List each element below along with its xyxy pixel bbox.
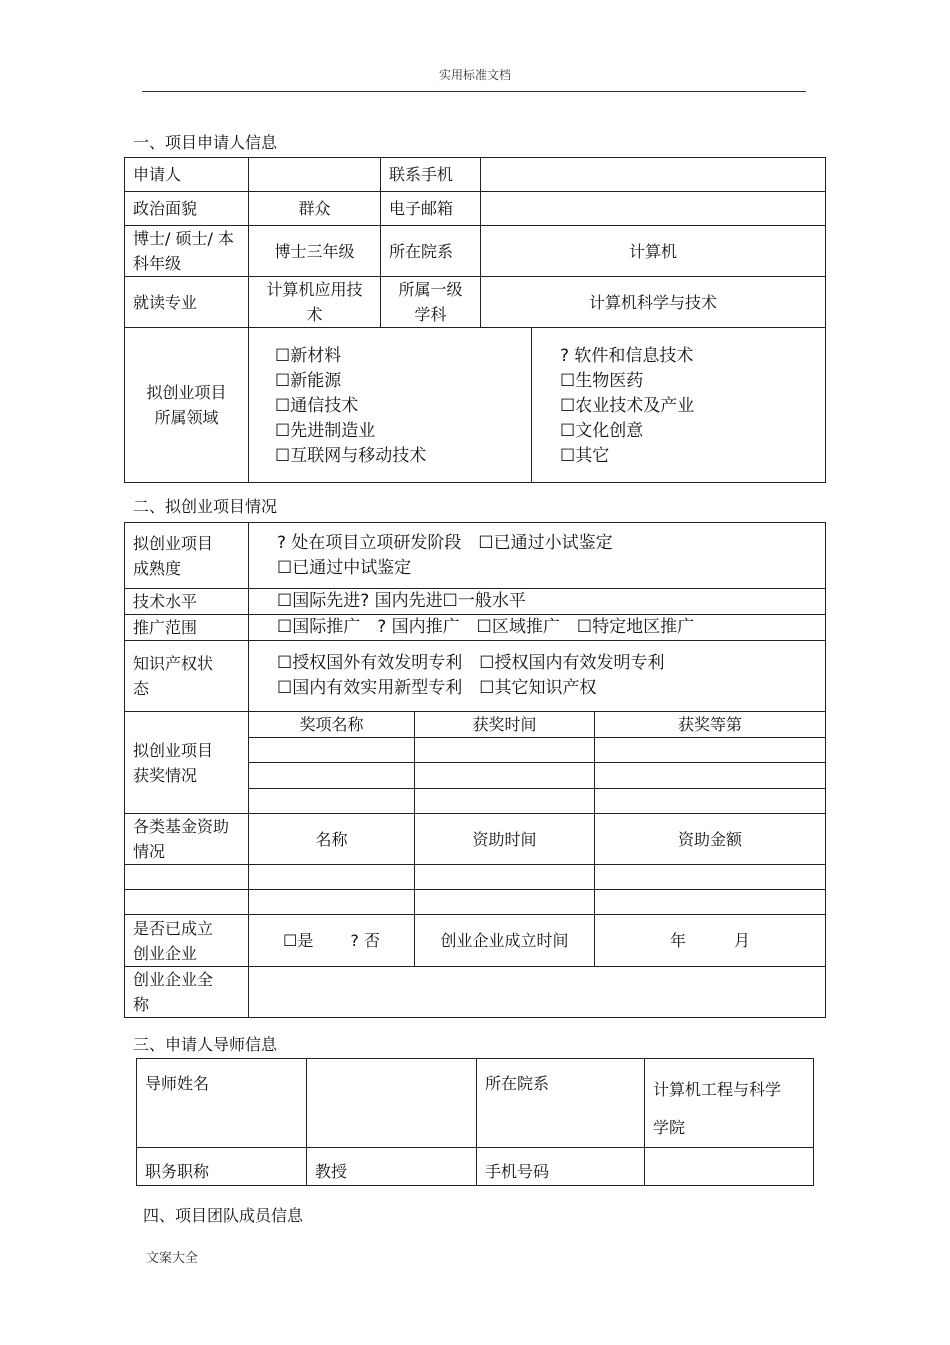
- fund-cell[interactable]: [415, 890, 595, 915]
- company-options[interactable]: ☐是 ? 否: [249, 915, 415, 967]
- fund-header: 资助金额: [595, 814, 826, 865]
- fund-header: 资助时间: [415, 814, 595, 865]
- field-option[interactable]: ☐其它: [560, 446, 610, 466]
- tech-label: 技术水平: [125, 589, 249, 615]
- page-footer: 文案大全: [146, 1251, 199, 1266]
- advisor-title-label: 职务职称: [137, 1148, 307, 1186]
- company-time-label: 创业企业成立时间: [415, 915, 595, 967]
- award-cell[interactable]: [595, 763, 826, 789]
- fields-right: [532, 328, 826, 483]
- field-option[interactable]: ☐新材料: [275, 346, 342, 366]
- politics-value[interactable]: 群众: [249, 192, 381, 226]
- company-label: 是否已成立创业企业: [125, 915, 249, 967]
- advisor-value[interactable]: [307, 1059, 477, 1148]
- fund-cell[interactable]: [249, 865, 415, 890]
- section4-title: 四、项目团队成员信息: [143, 1206, 304, 1225]
- grade-label: 博士/ 硕士/ 本科年级: [125, 226, 249, 277]
- ip-line[interactable]: ☐国内有效实用新型专利 ☐其它知识产权: [277, 678, 597, 698]
- email-value[interactable]: [481, 192, 826, 226]
- award-cell[interactable]: [415, 789, 595, 814]
- award-cell[interactable]: [249, 789, 415, 814]
- advisor-dept-label: 所在院系: [477, 1059, 645, 1148]
- award-cell[interactable]: [595, 738, 826, 763]
- field-label: 拟创业项目所属领域: [125, 328, 249, 483]
- award-header: 奖项名称: [249, 712, 415, 738]
- ip-options: [249, 641, 826, 712]
- tech-options[interactable]: ☐国际先进? 国内先进☐一般水平: [249, 589, 826, 615]
- promo-options[interactable]: ☐国际推广 ? 国内推广 ☐区域推广 ☐特定地区推广: [249, 615, 826, 641]
- applicant-value[interactable]: [249, 158, 381, 192]
- award-cell[interactable]: [249, 763, 415, 789]
- page-header: 实用标准文档: [438, 68, 511, 82]
- grade-value[interactable]: 博士三年级: [249, 226, 381, 277]
- advisor-phone-value[interactable]: [645, 1148, 814, 1186]
- maturity-line[interactable]: ☐已通过中试鉴定: [277, 557, 412, 578]
- field-option[interactable]: ☐互联网与移动技术: [275, 446, 427, 466]
- award-header: 获奖时间: [415, 712, 595, 738]
- politics-label: 政治面貌: [125, 192, 249, 226]
- advisor-dept-value[interactable]: 计算机工程与科学学院: [645, 1059, 814, 1148]
- field-option[interactable]: ☐通信技术: [275, 396, 359, 416]
- maturity-options: [249, 523, 826, 589]
- maturity-line[interactable]: ? 处在项目立项研发阶段 ☐已通过小试鉴定: [277, 532, 613, 553]
- maturity-label: 拟创业项目成熟度: [125, 523, 249, 589]
- discipline-value[interactable]: 计算机科学与技术: [481, 277, 826, 328]
- field-option[interactable]: ☐先进制造业: [275, 421, 376, 441]
- applicant-label: 申请人: [125, 158, 249, 192]
- award-header: 获奖等第: [595, 712, 826, 738]
- project-table: [124, 522, 826, 1018]
- fund-cell[interactable]: [415, 865, 595, 890]
- company-name-label: 创业企业全称: [125, 967, 249, 1018]
- company-time-value[interactable]: 年 月: [595, 915, 826, 967]
- discipline-label: 所属一级学科: [381, 277, 481, 328]
- award-cell[interactable]: [595, 789, 826, 814]
- header-divider: [142, 91, 806, 92]
- fund-label: 各类基金资助情况: [125, 814, 249, 865]
- major-value[interactable]: 计算机应用技术: [249, 277, 381, 328]
- email-label: 电子邮箱: [381, 192, 481, 226]
- advisor-table: [136, 1058, 814, 1186]
- field-option[interactable]: ☐新能源: [275, 371, 342, 391]
- dept-label: 所在院系: [381, 226, 481, 277]
- major-label: 就读专业: [125, 277, 249, 328]
- fund-cell[interactable]: [595, 865, 826, 890]
- fund-cell[interactable]: [125, 865, 249, 890]
- section1-title: 一、项目申请人信息: [133, 133, 278, 152]
- fund-cell[interactable]: [595, 890, 826, 915]
- phone-label: 联系手机: [381, 158, 481, 192]
- promo-label: 推广范围: [125, 615, 249, 641]
- dept-value[interactable]: 计算机: [481, 226, 826, 277]
- fields-left: [249, 328, 532, 483]
- advisor-title-value[interactable]: 教授: [307, 1148, 477, 1186]
- section2-title: 二、拟创业项目情况: [133, 497, 278, 516]
- company-name-value[interactable]: [249, 967, 826, 1018]
- advisor-label: 导师姓名: [137, 1059, 307, 1148]
- fund-cell[interactable]: [249, 890, 415, 915]
- fund-cell[interactable]: [125, 890, 249, 915]
- applicant-table: [124, 157, 826, 483]
- advisor-phone-label: 手机号码: [477, 1148, 645, 1186]
- phone-value[interactable]: [481, 158, 826, 192]
- field-option[interactable]: ☐农业技术及产业: [560, 396, 695, 416]
- award-cell[interactable]: [415, 738, 595, 763]
- ip-label: 知识产权状态: [125, 641, 249, 712]
- field-option[interactable]: ☐生物医药: [560, 371, 644, 391]
- fund-header: 名称: [249, 814, 415, 865]
- field-option[interactable]: ? 软件和信息技术: [560, 346, 694, 366]
- field-option[interactable]: ☐文化创意: [560, 421, 644, 441]
- award-cell[interactable]: [249, 738, 415, 763]
- section3-title: 三、申请人导师信息: [133, 1035, 278, 1054]
- award-label: 拟创业项目获奖情况: [125, 712, 249, 814]
- award-cell[interactable]: [415, 763, 595, 789]
- ip-line[interactable]: ☐授权国外有效发明专利 ☐授权国内有效发明专利: [277, 653, 665, 673]
